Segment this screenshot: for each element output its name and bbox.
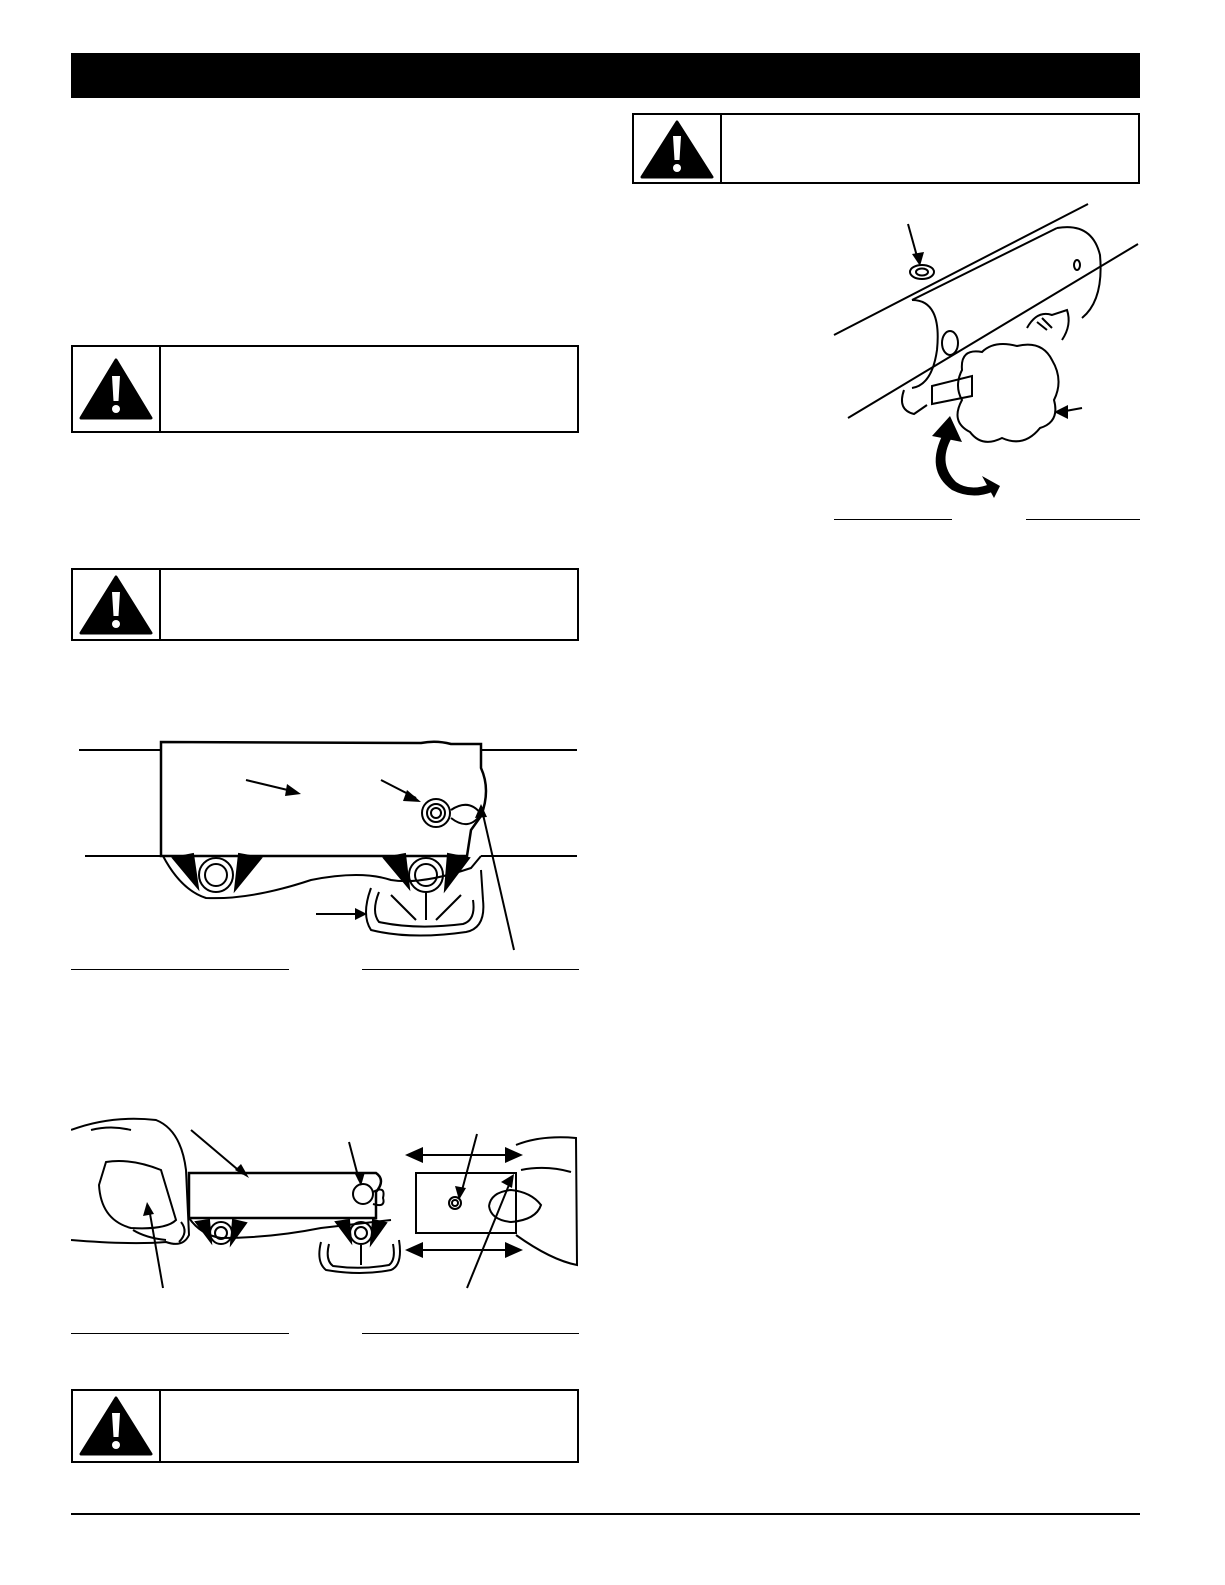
figure-rule-left xyxy=(71,1333,289,1334)
warning-triangle-icon xyxy=(78,1394,154,1458)
warning-icon-cell xyxy=(634,115,722,182)
warning-icon-cell xyxy=(73,1391,161,1461)
warning-icon-cell xyxy=(73,347,161,431)
figure-rule-right xyxy=(1026,519,1140,520)
warning-triangle-icon xyxy=(639,118,715,180)
warning-box-3 xyxy=(71,568,579,641)
warning-box-4 xyxy=(71,1389,579,1463)
warning-triangle-icon xyxy=(78,356,154,422)
figure-coupler-knob xyxy=(832,200,1142,520)
figure-rule-left xyxy=(71,969,289,970)
figure-rule-left xyxy=(834,519,952,520)
header-bar xyxy=(71,53,1140,98)
warning-triangle-icon xyxy=(78,573,154,637)
footer-rule xyxy=(71,1513,1140,1515)
figure-coupler-side xyxy=(71,740,581,960)
warning-box-1 xyxy=(632,113,1140,184)
figure-rule-right xyxy=(362,969,579,970)
warning-icon-cell xyxy=(73,570,161,639)
figure-rule-right xyxy=(362,1333,579,1334)
warning-box-2 xyxy=(71,345,579,433)
figure-coupler-insert xyxy=(71,1110,581,1310)
